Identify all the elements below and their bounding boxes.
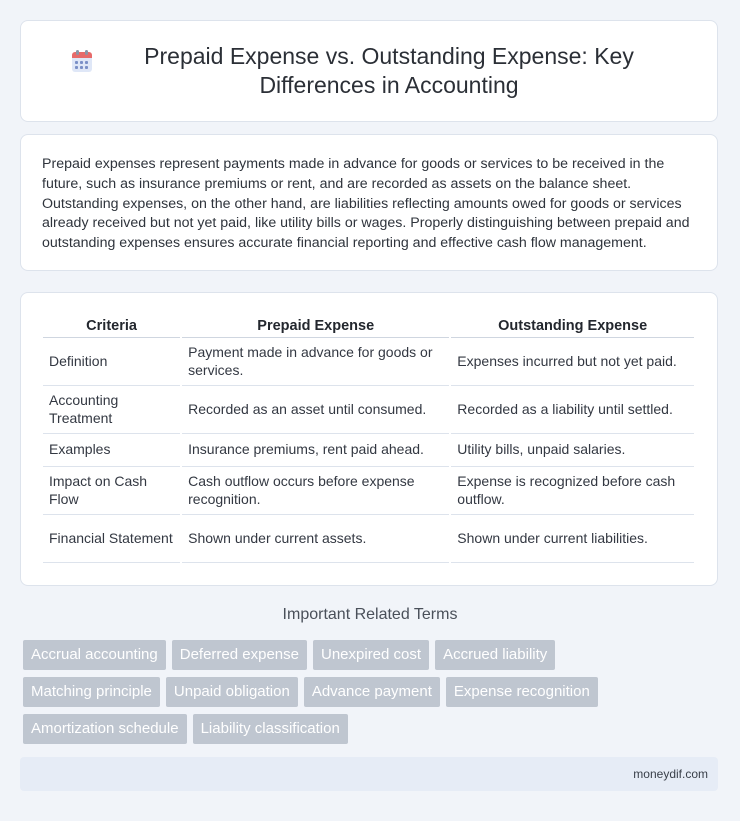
table-cell-prepaid: Insurance premiums, rent paid ahead. [182,434,449,467]
title-card [20,20,718,122]
title-wrap [69,42,669,100]
term-tag[interactable]: Amortization schedule [23,714,187,744]
term-tag[interactable]: Unpaid obligation [166,677,298,707]
term-row [23,714,723,744]
intro-paragraph: Prepaid expenses represent payments made in advance for goods or services to be received in the future, such as insurance premiums or rent, and are recorded as assets on the balance sheet. Outstanding expenses, on the other hand, are liabilities reflecting amounts owed for goods or services already received but not yet paid, like utility bills or wages. Properly distinguishing between prepaid and outstanding expenses ensures accurate financial reporting and effective cash flow management. [42,156,690,252]
comparison-table [41,315,696,563]
table-cell-outstanding: Expenses incurred but not yet paid. [451,338,694,386]
term-tag[interactable]: Accrued liability [435,640,555,670]
table-row [43,386,694,434]
table-row [43,338,694,386]
table-cell-criteria: Accounting Treatment [43,386,180,434]
table-cell-criteria: Financial Statement [43,515,180,563]
footer-site-link[interactable]: moneydif.com [633,767,708,781]
table-row [43,515,694,563]
table-cell-prepaid: Cash outflow occurs before expense recognition. [182,467,449,515]
table-cell-criteria: Impact on Cash Flow [43,467,180,515]
term-tag[interactable]: Accrual accounting [23,640,166,670]
table-cell-outstanding: Shown under current liabilities. [451,515,694,563]
table-cell-prepaid: Recorded as an asset until consumed. [182,386,449,434]
table-cell-criteria: Examples [43,434,180,467]
page-title: Prepaid Expense vs. Outstanding Expense: Key Differences in Accounting [144,43,634,98]
table-row [43,467,694,515]
term-row [23,677,723,707]
table-cell-prepaid: Payment made in advance for goods or services. [182,338,449,386]
table-row [43,434,694,467]
term-tag[interactable]: Matching principle [23,677,160,707]
table-cell-prepaid: Shown under current assets. [182,515,449,563]
column-header-outstanding: Outstanding Expense [451,315,694,338]
term-tag[interactable]: Expense recognition [446,677,598,707]
column-header-criteria: Criteria [43,315,180,338]
term-row [23,640,723,670]
related-terms-heading: Important Related Terms [282,606,458,623]
comparison-card [20,292,718,586]
term-tag[interactable]: Liability classification [193,714,348,744]
calendar-icon [69,48,95,74]
table-cell-outstanding: Recorded as a liability until settled. [451,386,694,434]
table-cell-outstanding: Expense is recognized before cash outflow. [451,467,694,515]
table-cell-outstanding: Utility bills, unpaid salaries. [451,434,694,467]
table-header-row [43,315,694,338]
term-tag[interactable]: Advance payment [304,677,440,707]
table-cell-criteria: Definition [43,338,180,386]
related-terms [23,640,723,751]
term-tag[interactable]: Deferred expense [172,640,307,670]
footer [20,757,718,791]
intro-card [20,134,718,271]
column-header-prepaid: Prepaid Expense [182,315,449,338]
term-tag[interactable]: Unexpired cost [313,640,429,670]
